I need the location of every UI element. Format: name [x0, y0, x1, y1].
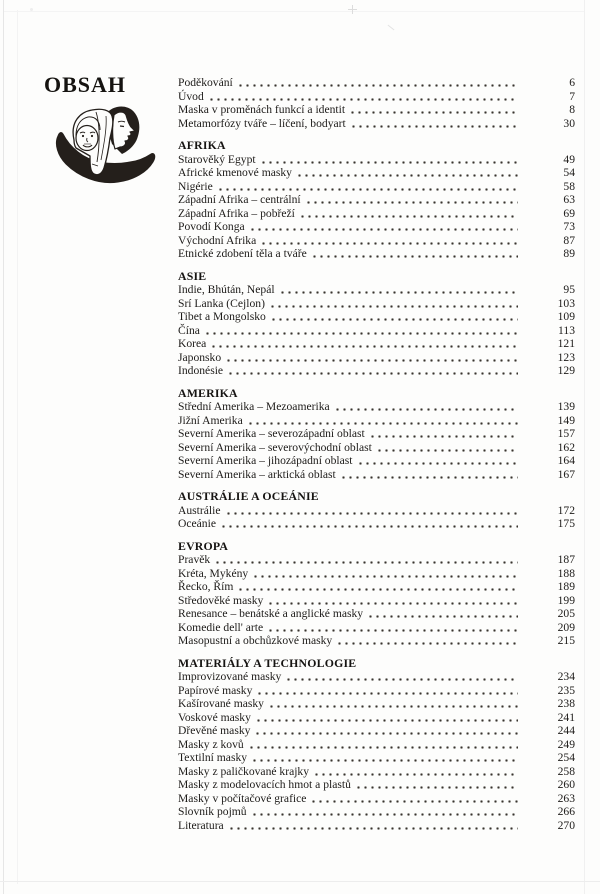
- masks-illustration: [54, 100, 166, 190]
- dot-leader: [247, 738, 518, 752]
- dot-leader: [213, 553, 518, 567]
- toc-entry-label: Západní Afrika – centrální: [178, 193, 301, 206]
- dot-leader: [269, 310, 518, 324]
- dot-leader: [250, 751, 518, 765]
- toc-entry: [178, 504, 575, 518]
- toc-entry-label: Povodí Konga: [178, 220, 245, 233]
- toc-entry: [178, 751, 575, 765]
- registration-mark-icon: [348, 5, 357, 14]
- dot-leader: [309, 792, 518, 806]
- toc-entry-label: Západní Afrika – pobřeží: [178, 206, 295, 220]
- scan-artifact-dot: [30, 8, 33, 11]
- toc-entry-page-number: 254: [557, 751, 575, 764]
- toc-entry-page-number: 189: [557, 580, 575, 593]
- toc-entry: [178, 607, 575, 621]
- toc-entry-label: Srí Lanka (Cejlon): [178, 296, 265, 310]
- toc-entry: [178, 427, 575, 441]
- page-edge-line-right: [584, 0, 585, 894]
- toc-entry: [178, 567, 575, 581]
- toc-entry-page-number: 238: [557, 697, 575, 710]
- toc-entry-page-number: 95: [563, 283, 575, 296]
- toc-entry: [178, 220, 575, 234]
- dot-leader: [266, 621, 518, 635]
- toc-entry-page-number: 258: [557, 764, 575, 778]
- toc-entry-page-number: 54: [563, 166, 575, 179]
- dot-leader: [333, 400, 518, 414]
- toc-entry-page-number: 205: [557, 607, 575, 620]
- dot-leader: [254, 711, 518, 725]
- toc-entry: [178, 621, 575, 635]
- toc-entry: [178, 234, 575, 248]
- toc-entry-page-number: 63: [563, 193, 575, 206]
- toc-entry-label: Maska v proměnách funkcí a identit: [178, 103, 346, 116]
- toc-entry-page-number: 113: [558, 323, 575, 337]
- dot-leader: [267, 697, 518, 711]
- dot-leader: [312, 765, 518, 779]
- toc-entry: [178, 400, 575, 414]
- toc-entry-label: Indonésie: [178, 364, 224, 377]
- toc-entry-page-number: 103: [557, 296, 575, 310]
- toc-entry-page-number: 30: [563, 116, 575, 130]
- toc-entry-page-number: 139: [557, 400, 575, 413]
- toc-entry-page-number: 89: [563, 247, 575, 260]
- toc-entry: [178, 711, 575, 725]
- page-edge-line-left-inner: [17, 10, 18, 884]
- dot-leader: [278, 283, 518, 297]
- toc-entry-label: Kréta, Mykény: [178, 566, 249, 580]
- toc-entry-label: Severní Amerika – severovýchodní oblast: [178, 440, 372, 454]
- dot-leader: [253, 724, 518, 738]
- toc-entry-label: Řecko, Řím: [178, 580, 234, 593]
- dot-leader: [236, 76, 518, 90]
- toc-entry-page-number: 121: [557, 337, 575, 350]
- toc-entry: [178, 117, 575, 131]
- dot-leader: [224, 351, 518, 365]
- toc-entry-page-number: 58: [563, 179, 575, 193]
- toc-entry-page-number: 167: [557, 467, 575, 481]
- toc-entry-label: Nigérie: [178, 179, 213, 193]
- toc-entry-page-number: 123: [557, 350, 575, 364]
- toc-entry-page-number: 73: [563, 220, 575, 233]
- toc-entry-label: Úvod: [178, 89, 204, 103]
- toc-entry-label: Východní Afrika: [178, 233, 257, 247]
- toc-entry: [178, 351, 575, 365]
- toc-entry-page-number: 234: [557, 670, 575, 683]
- dot-leader: [339, 468, 518, 482]
- toc-entry: [178, 778, 575, 792]
- toc-entry-page-number: 49: [563, 152, 575, 166]
- toc-entry-label: Indie, Bhútán, Nepál: [178, 283, 275, 296]
- toc-entry-page-number: 215: [557, 634, 575, 647]
- toc-entry: [178, 792, 575, 806]
- toc-entry-page-number: 270: [557, 818, 575, 832]
- toc-entry: [178, 103, 575, 117]
- dot-leader: [226, 364, 518, 378]
- toc-entry: [178, 580, 575, 594]
- toc-entry-label: Austrálie: [178, 503, 221, 517]
- toc-entry: [178, 180, 575, 194]
- toc-entry-page-number: 8: [569, 103, 575, 116]
- toc-entry-label: Poděkování: [178, 76, 233, 89]
- toc-entry-label: Tibet a Mongolsko: [178, 310, 266, 323]
- toc-entry: [178, 684, 575, 698]
- toc-entry-label: Středověké masky: [178, 593, 264, 607]
- dot-leader: [366, 607, 518, 621]
- toc-entry-label: Masky z paličkované krajky: [178, 764, 310, 778]
- toc-entry-label: Voskové masky: [178, 710, 251, 724]
- toc-entry: [178, 765, 575, 779]
- dot-leader: [284, 670, 518, 684]
- toc-entry-page-number: 266: [557, 805, 575, 818]
- toc-entry: [178, 468, 575, 482]
- dot-leader: [368, 427, 518, 441]
- toc-section-heading: AUSTRÁLIE A OCEÁNIE: [178, 489, 319, 503]
- dot-leader: [298, 207, 518, 221]
- toc-entry: [178, 517, 575, 531]
- toc-entry-page-number: 188: [557, 566, 575, 580]
- toc-entry-page-number: 187: [557, 553, 575, 566]
- toc-entry: [178, 634, 575, 648]
- toc-entry: [178, 697, 575, 711]
- toc-entry: [178, 324, 575, 338]
- dot-leader: [216, 180, 518, 194]
- dot-leader: [219, 517, 518, 531]
- dot-leader: [295, 166, 518, 180]
- dot-leader: [266, 594, 518, 608]
- toc-entry-label: Oceánie: [178, 517, 216, 530]
- toc-entry-page-number: 209: [557, 620, 575, 634]
- toc-entry: [178, 207, 575, 221]
- toc-entry: [178, 297, 575, 311]
- toc-entry-page-number: 87: [563, 233, 575, 247]
- dot-leader: [248, 220, 518, 234]
- toc-entry-label: Renesance – benátské a anglické masky: [178, 607, 364, 620]
- toc-entry-label: Kašírované masky: [178, 697, 264, 710]
- dot-leader: [251, 567, 518, 581]
- dot-leader: [348, 103, 518, 117]
- toc-entry: [178, 553, 575, 567]
- toc-entry: [178, 153, 575, 167]
- toc-entry: [178, 310, 575, 324]
- dot-leader: [268, 297, 518, 311]
- toc-entry-page-number: 244: [557, 724, 575, 737]
- scan-artifact-mark: [388, 25, 395, 31]
- dot-leader: [209, 337, 518, 351]
- toc-entry-label: Slovník pojmů: [178, 805, 247, 818]
- toc-entry: [178, 670, 575, 684]
- dot-leader: [354, 778, 518, 792]
- dot-leader: [224, 504, 519, 518]
- toc-entry: [178, 337, 575, 351]
- toc-entry: [178, 724, 575, 738]
- toc-entry: [178, 76, 575, 90]
- two-masks-drawing-icon: [54, 100, 166, 190]
- toc-entry-label: Masky z modelovacích hmot a plastů: [178, 778, 351, 791]
- toc-entry-page-number: 109: [557, 310, 575, 323]
- page-edge-line-top: [4, 11, 584, 12]
- toc-entry-label: Jižní Amerika: [178, 413, 243, 427]
- toc-entry-label: Čína: [178, 323, 200, 337]
- page-title: OBSAH: [44, 72, 127, 97]
- toc-section-heading: EVROPA: [178, 538, 229, 553]
- toc-entry-page-number: 164: [557, 454, 575, 467]
- dot-leader: [335, 634, 518, 648]
- toc-entry-page-number: 157: [557, 427, 575, 440]
- toc-entry-page-number: 235: [557, 683, 575, 697]
- toc-entry: [178, 283, 575, 297]
- toc-entry-label: Improvizované masky: [178, 670, 282, 683]
- toc-entry-page-number: 149: [557, 413, 575, 427]
- toc-entry: [178, 364, 575, 378]
- toc-entry-label: Pravěk: [178, 553, 211, 566]
- toc-section-heading: AMERIKA: [178, 385, 238, 400]
- toc-entry-label: Masky v počítačové grafice: [178, 791, 307, 805]
- dot-leader: [227, 819, 518, 833]
- toc-entry-label: Japonsko: [178, 350, 222, 364]
- dot-leader: [255, 684, 518, 698]
- toc-entry-label: Severní Amerika – arktická oblast: [178, 467, 336, 481]
- toc-entry: [178, 594, 575, 608]
- toc-entry-label: Severní Amerika – severozápadní oblast: [178, 427, 365, 440]
- toc-entry-label: Střední Amerika – Mezoamerika: [178, 400, 330, 413]
- dot-leader: [310, 247, 518, 261]
- toc-entry-page-number: 260: [557, 778, 575, 791]
- toc-entry-page-number: 69: [563, 206, 575, 220]
- dot-leader: [203, 324, 518, 338]
- dot-leader: [349, 117, 518, 131]
- toc-entry: [178, 454, 575, 468]
- toc-section-heading: MATERIÁLY A TECHNOLOGIE: [178, 655, 357, 670]
- dot-leader: [304, 193, 518, 207]
- page-edge-line-bottom: [0, 881, 600, 882]
- toc-entry-page-number: 129: [557, 364, 575, 377]
- toc-entry-page-number: 7: [569, 89, 575, 103]
- toc-entry-label: Masopustní a obchůzkové masky: [178, 634, 333, 647]
- toc-entry-label: Metamorfózy tváře – líčení, bodyart: [178, 116, 346, 130]
- toc-entry: [178, 247, 575, 261]
- toc-entry-page-number: 6: [569, 76, 575, 89]
- toc-entry-label: Severní Amerika – jihozápadní oblast: [178, 454, 353, 467]
- toc-entry-page-number: 249: [557, 737, 575, 751]
- page-edge-line-left-outer: [3, 0, 4, 894]
- toc-entry: [178, 819, 575, 833]
- toc-entry-label: Masky z kovů: [178, 737, 244, 751]
- dot-leader: [250, 805, 518, 819]
- toc-entry-page-number: 175: [557, 517, 575, 530]
- dot-leader: [259, 153, 518, 167]
- toc-entry-label: Textilní masky: [178, 751, 248, 764]
- toc-entry-label: Korea: [178, 337, 207, 350]
- toc-entry-label: Papírové masky: [178, 683, 253, 697]
- toc-entry-label: Africké kmenové masky: [178, 166, 292, 179]
- toc-entry-page-number: 241: [557, 710, 575, 724]
- toc-entry: [178, 90, 575, 104]
- dot-leader: [236, 580, 518, 594]
- dot-leader: [356, 454, 518, 468]
- toc-list: [178, 76, 575, 832]
- toc-entry: [178, 414, 575, 428]
- toc-entry-label: Etnické zdobení těla a tváře: [178, 247, 307, 260]
- toc-entry-label: Literatura: [178, 818, 224, 832]
- toc-entry-page-number: 263: [557, 791, 575, 805]
- dot-leader: [259, 234, 518, 248]
- toc-entry: [178, 738, 575, 752]
- toc-entry-label: Komedie dell' arte: [178, 620, 264, 634]
- toc-entry: [178, 441, 575, 455]
- toc-entry: [178, 166, 575, 180]
- dot-leader: [207, 90, 518, 104]
- toc-entry-label: Starověký Egypt: [178, 152, 256, 166]
- toc-entry: [178, 805, 575, 819]
- toc-entry-label: Dřevěné masky: [178, 724, 251, 737]
- dot-leader: [246, 414, 518, 428]
- toc-entry: [178, 193, 575, 207]
- toc-section-heading: AFRIKA: [178, 138, 226, 152]
- dot-leader: [375, 441, 518, 455]
- toc-entry-page-number: 199: [557, 593, 575, 607]
- toc-entry-page-number: 172: [557, 503, 575, 517]
- toc-entry-page-number: 162: [557, 440, 575, 454]
- toc-section-heading: ASIE: [178, 268, 207, 283]
